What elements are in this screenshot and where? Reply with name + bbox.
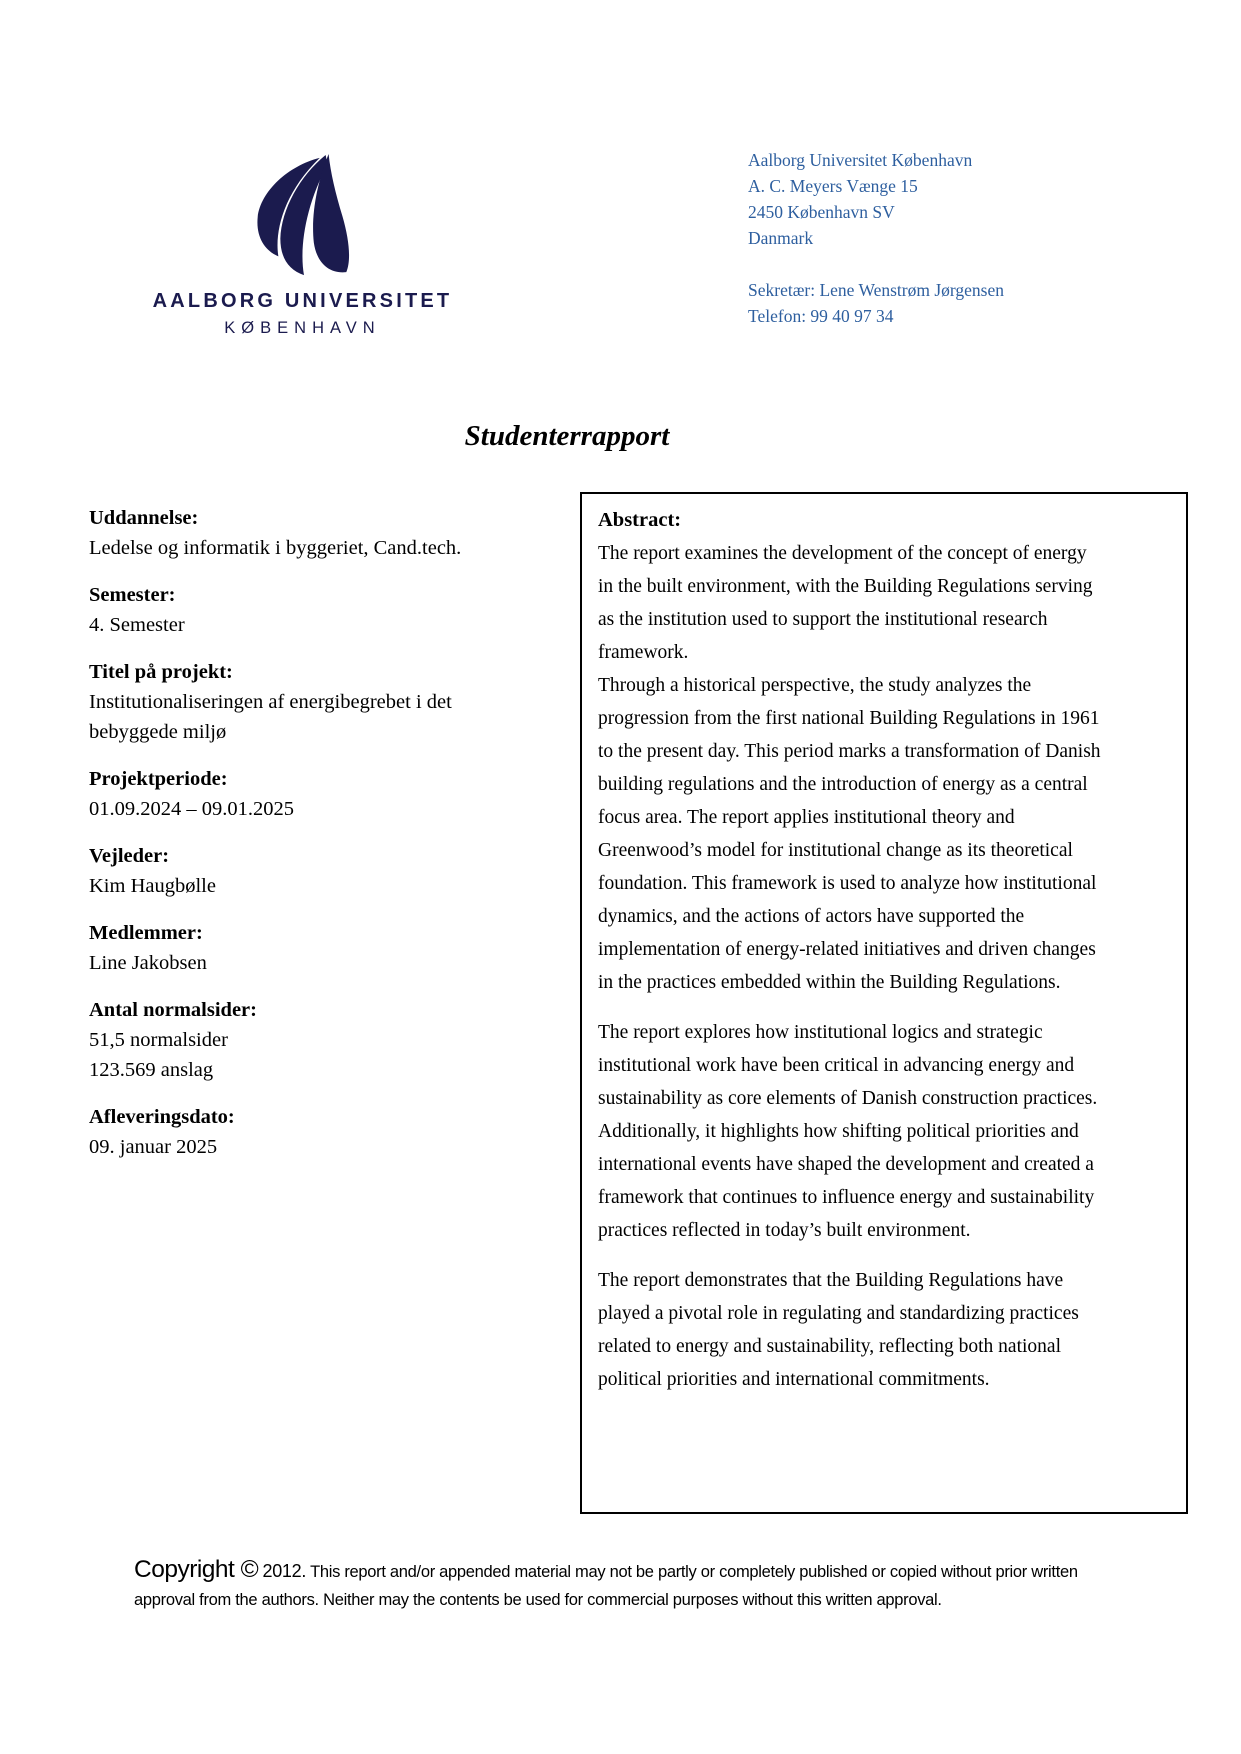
field-value: 09. januar 2025 <box>89 1136 218 1158</box>
university-address-block <box>748 147 1004 329</box>
field-afleveringsdato <box>89 1102 534 1162</box>
address-line-university: Aalborg Universitet København <box>748 150 973 170</box>
field-label: Medlemmer: <box>89 922 203 944</box>
page-title: Studenterrapport <box>464 420 670 452</box>
field-value: 51,5 normalsider <box>89 1029 228 1051</box>
project-details-panel <box>89 503 534 1179</box>
copyright-body: This report and/or appended material may not be partly or completely published or copied without prior written approval from the authors. Neither may the contents be used for commercial purposes without this written approval. <box>134 1563 1078 1609</box>
abstract-paragraph: Through a historical perspective, the study analyzes the progression from the first national Building Regulations in 1961 to the present day. This period marks a transformation of Danish building regulations and the introduction of energy as a central focus area. The report applies institutional theory and Greenwood’s model for institutional change as its theoretical foundation. This framework is used to analyze how institutional dynamics, and the actions of actors have supported the implementation of energy-related initiatives and driven changes in the practices embedded within the Building Regulations. <box>598 675 1101 993</box>
field-vejleder <box>89 841 534 901</box>
logo-campus-name: KØBENHAVN <box>224 319 381 337</box>
field-semester <box>89 580 534 640</box>
field-label: Titel på projekt: <box>89 661 233 683</box>
address-spacer <box>748 251 1004 277</box>
abstract-paragraph: The report demonstrates that the Building Regulations have played a pivotal role in regulating and standardizing practices related to energy and sustainability, reflecting both national political priorities and international commitments. <box>598 1270 1079 1390</box>
field-label: Semester: <box>89 584 176 606</box>
address-line-street: A. C. Meyers Vænge 15 <box>748 176 918 196</box>
field-label: Uddannelse: <box>89 507 199 529</box>
address-line-city: 2450 København SV <box>748 202 895 222</box>
field-value: Ledelse og informatik i byggeriet, Cand.tech. <box>89 537 462 559</box>
field-value-2: 123.569 anslag <box>89 1059 214 1081</box>
copyright-year: 2012. <box>262 1561 307 1581</box>
logo-university-name: AALBORG UNIVERSITET <box>152 290 453 312</box>
address-line-country: Danmark <box>748 228 814 248</box>
field-projektperiode <box>89 764 534 824</box>
field-label: Afleveringsdato: <box>89 1106 235 1128</box>
field-value: Institutionaliseringen af energibegrebet i det bebyggede miljø <box>89 691 452 743</box>
phone-line: Telefon: 99 40 97 34 <box>748 306 894 326</box>
field-value: Kim Haugbølle <box>89 875 216 897</box>
aau-logo <box>130 152 475 338</box>
abstract-box <box>580 492 1188 1514</box>
field-medlemmer <box>89 918 534 978</box>
abstract-paragraph: The report explores how institutional logics and strategic institutional work have been critical in advancing energy and sustainability as core elements of Danish construction practices. Additionally, it highlights how shifting political priorities and international events have shaped the development and created a framework that continues to influence energy and sustainability practices reflected in today’s built environment. <box>598 1022 1098 1241</box>
field-antal-normalsider <box>89 995 534 1085</box>
aau-swoosh-icon <box>250 152 355 280</box>
field-value: 01.09.2024 – 09.01.2025 <box>89 798 294 820</box>
field-label: Antal normalsider: <box>89 999 257 1021</box>
field-label: Vejleder: <box>89 845 170 867</box>
field-label: Projektperiode: <box>89 768 228 790</box>
abstract-paragraph: The report examines the development of the concept of energy in the built environment, with the Building Regulations serving as the institution used to support the institutional research framework. <box>598 543 1093 663</box>
field-projekt-titel <box>89 657 534 747</box>
copyright-note <box>134 1556 1112 1614</box>
secretary-line: Sekretær: Lene Wenstrøm Jørgensen <box>748 280 1005 300</box>
abstract-heading: Abstract: <box>598 509 682 531</box>
field-value: Line Jakobsen <box>89 952 207 974</box>
field-uddannelse <box>89 503 534 563</box>
copyright-prefix: Copyright © <box>134 1556 259 1583</box>
field-value: 4. Semester <box>89 614 185 636</box>
